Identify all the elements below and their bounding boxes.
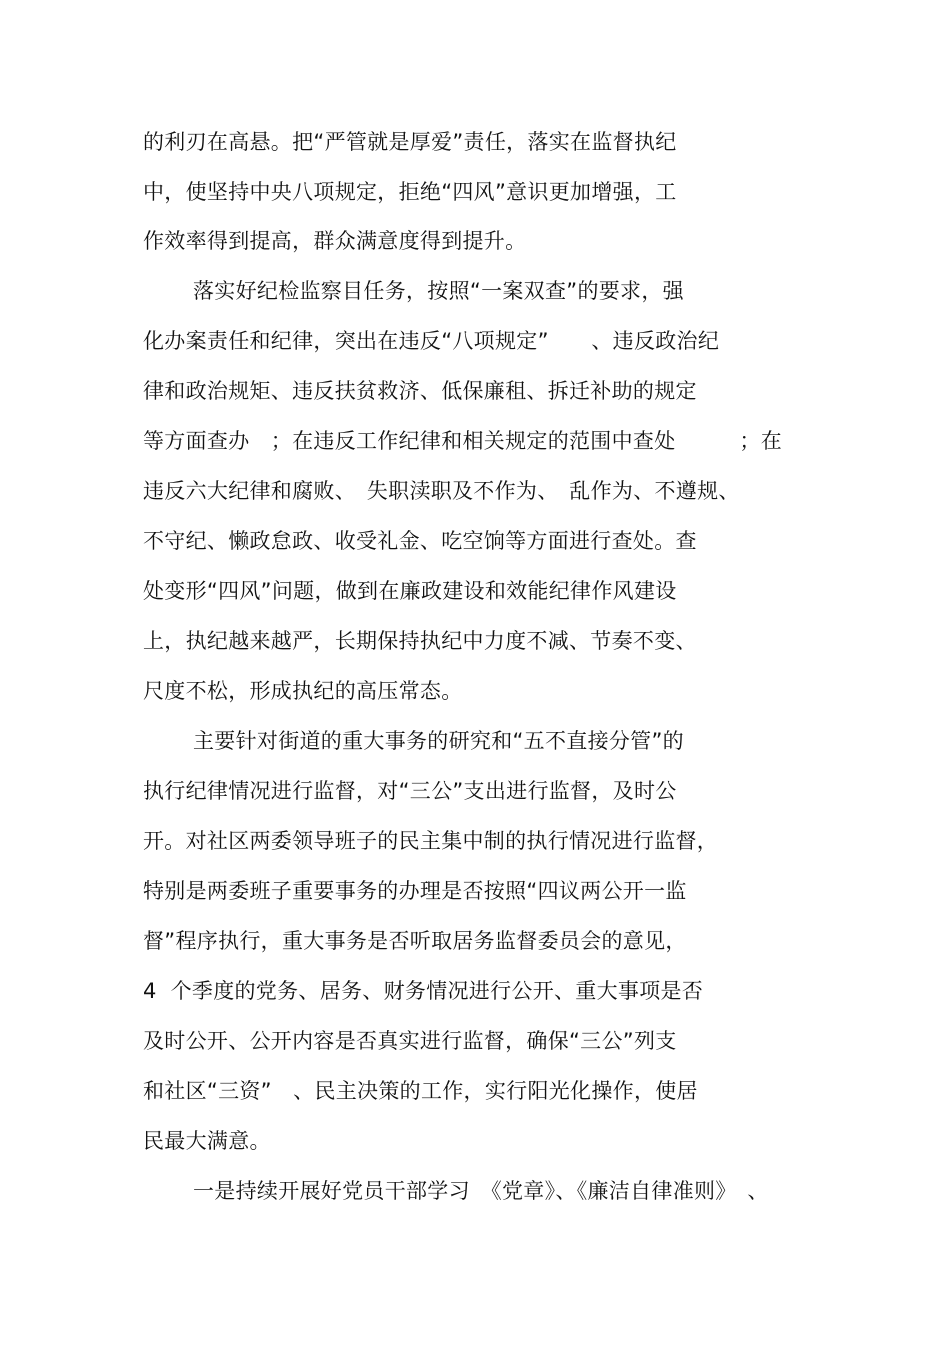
paragraph-first-line: 一是持续开展好党员干部学习 《党章》、《廉洁自律准则》 、 <box>193 1179 769 1203</box>
text-line: 的利刃在高悬。把“严管就是厚爱”责任，落实在监督执纪 <box>143 130 677 154</box>
text-line: 及时公开、公开内容是否真实进行监督，确保“三公”列支 <box>143 1029 677 1053</box>
text-line: 开。对社区两委领导班子的民主集中制的执行情况进行监督， <box>143 829 719 853</box>
text-line: 督”程序执行，重大事务是否听取居务监督委员会的意见， <box>143 929 687 953</box>
text-line: 特别是两委班子重要事务的办理是否按照“四议两公开一监 <box>143 879 687 903</box>
text-line: 4 个季度的党务、居务、财务情况进行公开、重大事项是否 <box>143 979 704 1003</box>
text-line: 上，执纪越来越严，长期保持执纪中力度不减、节奏不变、 <box>143 629 697 653</box>
text-line: 和社区“三资” 、民主决策的工作，实行阳光化操作，使居 <box>143 1079 698 1103</box>
text-line: 作效率得到提高，群众满意度得到提升。 <box>143 229 527 253</box>
text-line: 违反六大纪律和腐败、 失职渎职及不作为、 乱作为、不遵规、 <box>143 479 740 503</box>
text-line: 化办案责任和纪律，突出在违反“八项规定” 、违反政治纪 <box>143 329 720 353</box>
text-line: 处变形“四风”问题，做到在廉政建设和效能纪律作风建设 <box>143 579 677 603</box>
text-line: 民最大满意。 <box>143 1129 271 1153</box>
text-line: 执行纪律情况进行监督，对“三公”支出进行监督，及时公 <box>143 779 677 803</box>
text-line: 不守纪、懒政怠政、收受礼金、吃空饷等方面进行查处。查 <box>143 529 697 553</box>
text-line: 中，使坚持中央八项规定，拒绝“四风”意识更加增强，工 <box>143 180 677 204</box>
text-line: 律和政治规矩、违反扶贫救济、低保廉租、拆迁补助的规定 <box>143 379 697 403</box>
text-line: 尺度不松，形成执纪的高压常态。 <box>143 679 463 703</box>
text-line: 等方面查办 ；在违反工作纪律和相关规定的范围中查处 ；在 <box>143 429 782 453</box>
paragraph-first-line: 落实好纪检监察目任务，按照“一案双查”的要求，强 <box>193 279 684 303</box>
paragraph-first-line: 主要针对街道的重大事务的研究和“五不直接分管”的 <box>193 729 684 753</box>
